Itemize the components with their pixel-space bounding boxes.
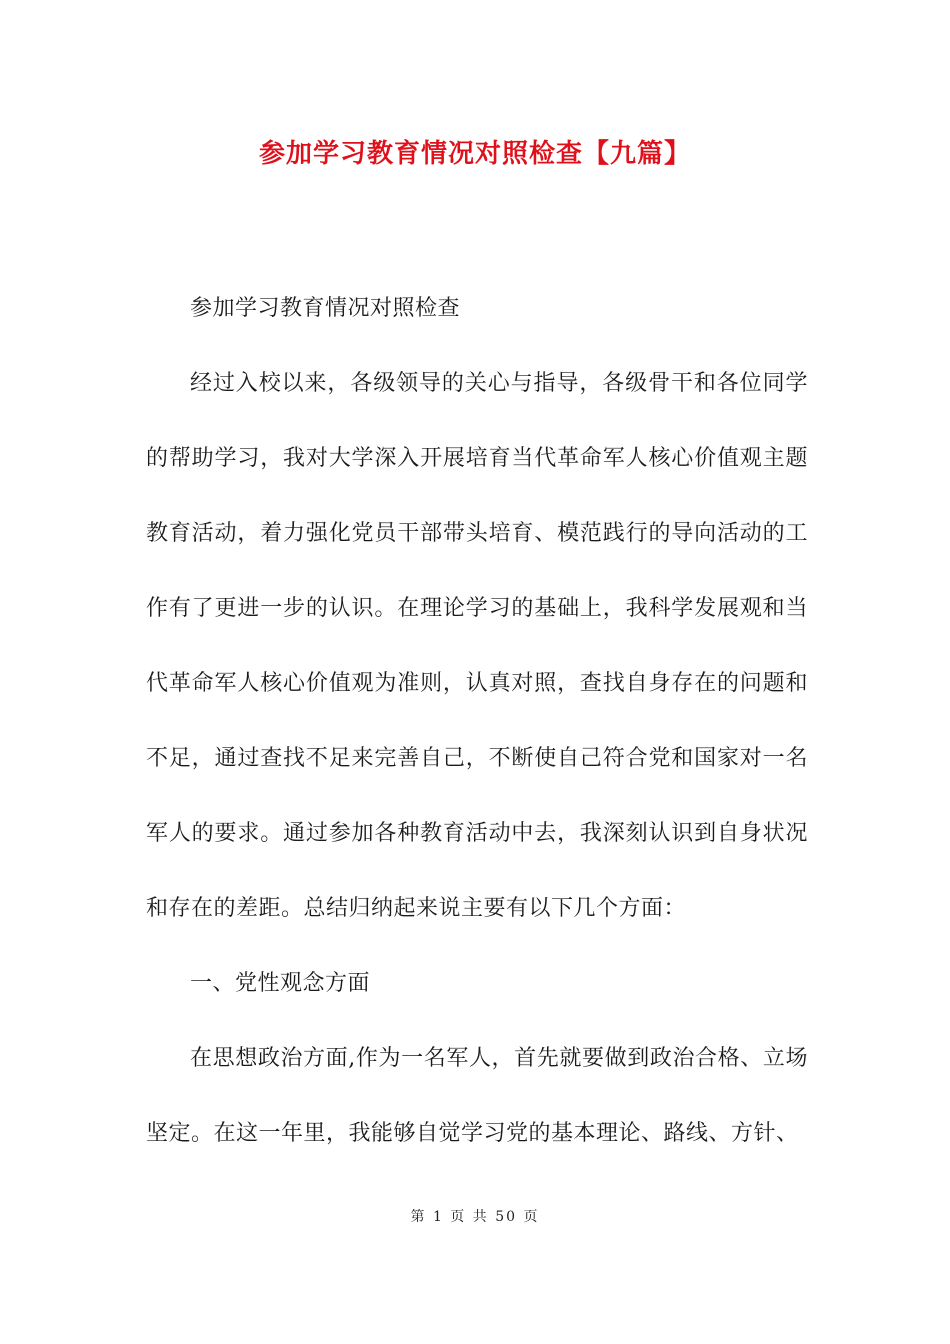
document-title: 参加学习教育情况对照检查【九篇】 bbox=[258, 139, 691, 169]
document-subtitle: 参加学习教育情况对照检查 bbox=[190, 296, 461, 321]
section-paragraph: 在思想政治方面,作为一名军人，首先就要做到政治合格、立场坚定。在这一年里，我能够自觉学习党的基本理论、路线、方针、 bbox=[146, 1046, 808, 1146]
document-body bbox=[146, 271, 808, 1171]
page-footer: 第 1 页 共 50 页 bbox=[410, 1209, 540, 1225]
body-paragraph: 经过入校以来，各级领导的关心与指导，各级骨干和各位同学的帮助学习，我对大学深入开展培育当代革命军人核心价值观主题教育活动，着力强化党员干部带头培育、模范践行的导向活动的工作有了更进一步的认识。在理论学习的基础上，我科学发展观和当代革命军人核心价值观为准则，认真对照，查找自身存在的问题和不足，通过查找不足来完善自己，不断使自己符合党和国家对一名军人的要求。通过参加各种教育活动中去，我深刻认识到自身状况和存在的差距。总结归纳起来说主要有以下几个方面： bbox=[146, 371, 808, 921]
section-heading: 一、党性观念方面 bbox=[190, 971, 371, 996]
